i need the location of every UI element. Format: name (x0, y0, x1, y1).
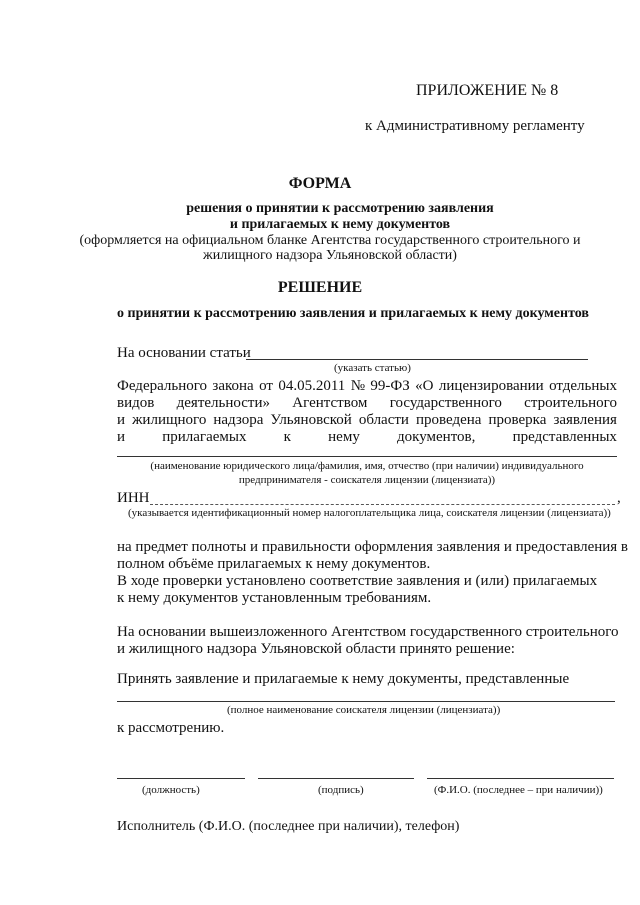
decision-line-1: На основании вышеизложенного Агентством государственного строительного (117, 624, 619, 640)
applicant-hint: (полное наименование соискателя лицензии (лицензиата)) (227, 704, 501, 716)
inn-comma: , (617, 490, 621, 506)
basis-label: На основании статьи (117, 345, 251, 361)
accept-line: Принять заявление и прилагаемые к нему документы, представленные (117, 671, 570, 687)
article-hint: (указать статью) (334, 362, 411, 374)
regulation-reference: к Административному регламенту (365, 118, 585, 134)
law-line-4: и прилагаемых к нему документов, представленных (117, 429, 617, 445)
form-note-line1: (оформляется на официальном бланке Агентства государственного строительного и (79, 233, 581, 248)
form-subtitle-line1: решения о принятии к рассмотрению заявления (186, 201, 494, 216)
executor-line: Исполнитель (Ф.И.О. (последнее при наличии), телефон) (117, 819, 460, 834)
to-review: к рассмотрению. (117, 720, 225, 736)
form-note-line2: жилищного надзора Ульяновской области) (203, 248, 457, 263)
form-title: ФОРМА (288, 175, 352, 192)
result-line-1: В ходе проверки установлено соответствие заявления и (или) прилагаемых (117, 573, 598, 589)
entity-hint-line2: предпринимателя - соискателя лицензии (лицензиата)) (238, 474, 496, 486)
inn-hint: (указывается идентификационный номер налогоплательщика лица, соискателя лицензии (лицензиата)) (128, 507, 611, 519)
entity-field-line (117, 456, 617, 457)
decision-subtitle: о принятии к рассмотрению заявления и прилагаемых к нему документов (117, 306, 589, 321)
law-line-2: видов деятельности» Агентством государственного строительного (117, 395, 617, 411)
applicant-field-line (117, 701, 615, 702)
check-line-2: полном объёме прилагаемых к нему документов. (117, 556, 431, 572)
decision-title: РЕШЕНИЕ (277, 279, 363, 296)
signature-hint: (подпись) (318, 784, 364, 796)
name-field-line (427, 778, 614, 779)
appendix-number: ПРИЛОЖЕНИЕ № 8 (416, 82, 559, 99)
signature-field-line (258, 778, 414, 779)
inn-field-line (150, 504, 615, 505)
law-line-1: Федерального закона от 04.05.2011 № 99-ФЗ «О лицензировании отдельных (117, 378, 617, 394)
name-hint: (Ф.И.О. (последнее – при наличии)) (434, 784, 603, 796)
position-field-line (117, 778, 245, 779)
position-hint: (должность) (142, 784, 200, 796)
check-line-1: на предмет полноты и правильности оформления заявления и предоставления в (117, 539, 629, 555)
decision-line-2: и жилищного надзора Ульяновской области принято решение: (117, 641, 515, 657)
result-line-2: к нему документов установленным требованиям. (117, 590, 432, 606)
entity-hint-line1: (наименование юридического лица/фамилия, имя, отчество (при наличии) индивидуального (150, 460, 584, 472)
inn-label: ИНН (117, 490, 150, 506)
law-line-3: и жилищного надзора Ульяновской области проведена проверка заявления (117, 412, 617, 428)
form-subtitle-line2: и прилагаемых к нему документов (229, 217, 451, 232)
article-field-line (246, 359, 588, 360)
